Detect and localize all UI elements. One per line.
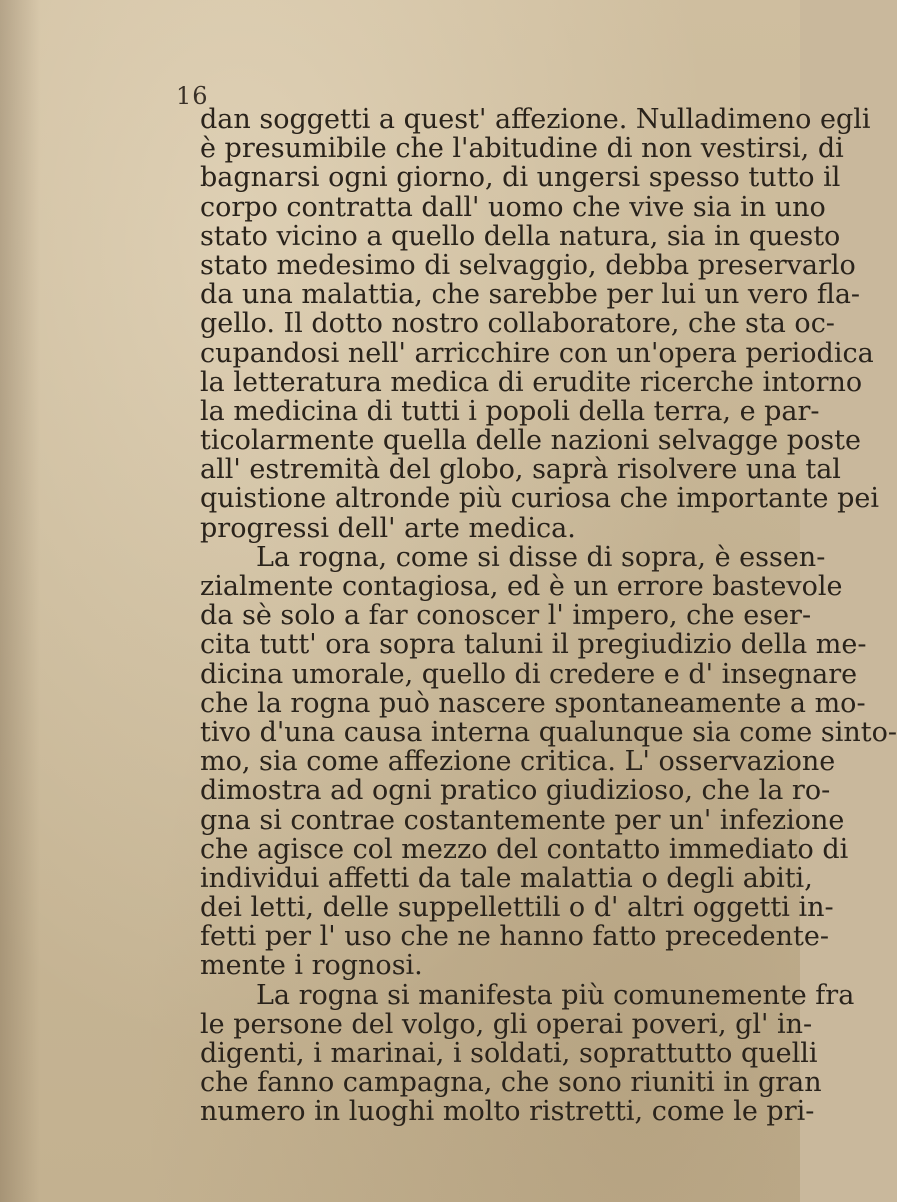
text-line: le persone del volgo, gli operai poveri, gl' in- bbox=[200, 1008, 813, 1040]
page-fold-shadow bbox=[0, 0, 40, 1202]
text-line: fetti per l' uso che ne hanno fatto precedente- bbox=[200, 921, 829, 953]
text-line: numero in luoghi molto ristretti, come le pri- bbox=[200, 1096, 815, 1128]
text-line: ticolarmente quella delle nazioni selvagge poste bbox=[200, 425, 861, 457]
text-line: da una malattia, che sarebbe per lui un vero fla- bbox=[200, 279, 861, 311]
text-line: cita tutt' ora sopra taluni il pregiudizio della me- bbox=[200, 629, 867, 661]
text-line: digenti, i marinai, i soldati, soprattutto quelli bbox=[200, 1038, 818, 1069]
text-line: quistione altronde più curiosa che importante pei bbox=[200, 483, 879, 515]
text-line: cupandosi nell' arricchire con un'opera periodica bbox=[200, 337, 874, 369]
text-line: dan soggetti a quest' affezione. Nulladimeno egli bbox=[200, 104, 871, 135]
text-line: dicina umorale, quello di credere e d' insegnare bbox=[200, 658, 858, 690]
text-line: dei letti, delle suppellettili o d' altri oggetti in- bbox=[200, 892, 834, 924]
text-line: corpo contratta dall' uomo che vive sia in uno bbox=[200, 191, 826, 223]
body-text bbox=[200, 104, 897, 1128]
text-line: individui affetti da tale malattia o degli abiti, bbox=[200, 862, 813, 894]
text-line: mo, sia come affezione critica. L' osservazione bbox=[200, 746, 836, 778]
text-line: bagnarsi ogni giorno, di ungersi spesso tutto il bbox=[200, 162, 841, 194]
text-line: da sè solo a far conoscer l' impero, che eser- bbox=[200, 600, 812, 632]
text-line: la medicina di tutti i popoli della terra, e par- bbox=[200, 395, 820, 427]
text-line: la letteratura medica di erudite ricerche intorno bbox=[200, 366, 863, 398]
text-line: dimostra ad ogni pratico giudizioso, che la ro- bbox=[200, 775, 831, 807]
paragraph-start-line: La rogna, come si disse di sopra, è essen- bbox=[256, 541, 826, 573]
text-line: stato medesimo di selvaggio, debba preservarlo bbox=[200, 249, 856, 281]
text-line: che la rogna può nascere spontaneamente a mo- bbox=[200, 687, 866, 719]
text-line: gello. Il dotto nostro collaboratore, che sta oc- bbox=[200, 308, 835, 340]
text-line: che agisce col mezzo del contatto immediato di bbox=[200, 833, 849, 865]
page-number: 16 bbox=[176, 82, 209, 110]
paragraph-end-line: progressi dell' arte medica. bbox=[200, 512, 576, 544]
text-line: stato vicino a quello della natura, sia in questo bbox=[200, 220, 841, 252]
text-line: gna si contrae costantemente per un' infezione bbox=[200, 804, 845, 836]
text-line: tivo d'una causa interna qualunque sia come sinto- bbox=[200, 716, 897, 748]
paragraph-start-line: La rogna si manifesta più comunemente fra bbox=[256, 979, 855, 1011]
text-line: zialmente contagiosa, ed è un errore bastevole bbox=[200, 571, 843, 602]
text-line: è presumibile che l'abitudine di non vestirsi, di bbox=[200, 133, 844, 165]
paragraph-end-line: mente i rognosi. bbox=[200, 950, 423, 982]
text-line: all' estremità del globo, saprà risolvere una tal bbox=[200, 454, 841, 486]
text-line: che fanno campagna, che sono riuniti in gran bbox=[200, 1067, 822, 1099]
